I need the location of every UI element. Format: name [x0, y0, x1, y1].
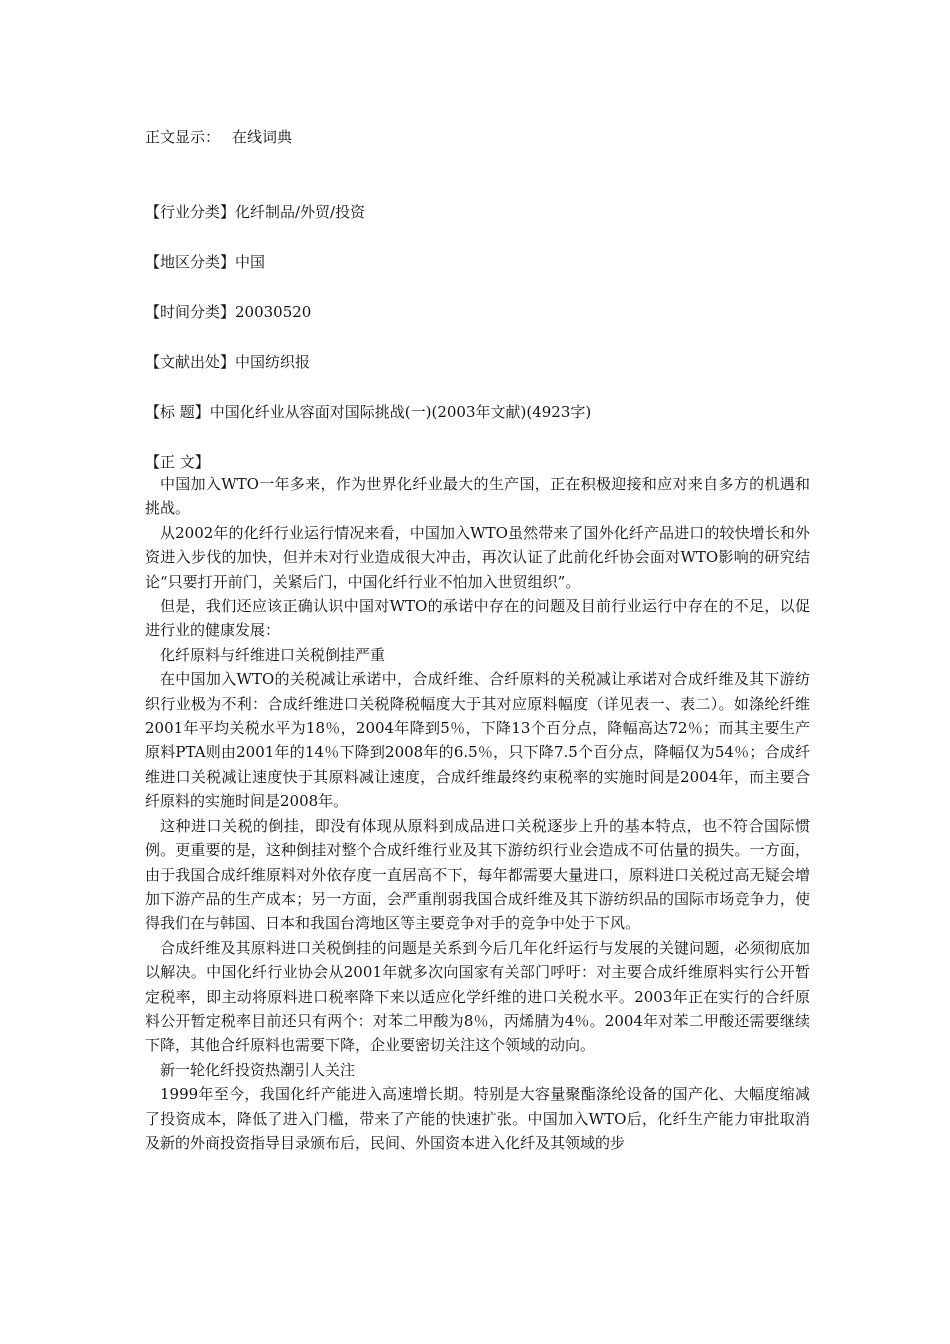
- paragraph: 在中国加入WTO的关税减让承诺中，合成纤维、合纤原料的关税减让承诺对合成纤维及其下游纺织行业极为不利：合成纤维进口关税降税幅度大于其对应原料幅度（详见表一、表二）。如涤纶纤维2001年平均关税水平为18％，2004年降到5％，下降13个百分点，降幅高达72％；而其主要生产原料PTA则由2001年的14％下降到2008年的6.5％，只下降7.5个百分点，降幅仅为54％；合成纤维进口关税减让速度快于其原料减让速度，合成纤维最终约束税率的实施时间是2004年，而主要合纤原料的实施时间是2008年。: [145, 670, 810, 811]
- document-title: 【标 题】中国化纤业从容面对国际挑战(一)(2003年文献)(4923字): [145, 403, 592, 421]
- display-mode-line: [145, 127, 292, 147]
- document-source: 【文献出处】中国纺织报: [145, 353, 311, 371]
- paragraph: 但是，我们还应该正确认识中国对WTO的承诺中存在的问题及目前行业运行中存在的不足，以促进行业的健康发展：: [145, 597, 810, 640]
- paragraph: 1999年至今，我国化纤产能进入高速增长期。特别是大容量聚酯涤纶设备的国产化、大幅度缩减了投资成本，降低了进入门槛，带来了产能的快速扩张。中国加入WTO后，化纤生产能力审批取消及新的外商投资指导目录颁布后，民间、外国资本进入化纤及其领域的步: [145, 1085, 810, 1152]
- region-category: 【地区分类】中国: [145, 253, 266, 271]
- paragraph: 这种进口关税的倒挂，即没有体现从原料到成品进口关税逐步上升的基本特点，也不符合国际惯例。更重要的是，这种倒挂对整个合成纤维行业及其下游纺织行业会造成不可估量的损失。一方面，由于我国合成纤维原料对外依存度一直居高不下，每年都需要大量进口，原料进口关税过高无疑会增加下游产品的生产成本；另一方面，会严重削弱我国合成纤维及其下游纺织品的国际市场竞争力，使得我们在与韩国、日本和我国台湾地区等主要竞争对手的竞争中处于下风。: [145, 816, 810, 933]
- industry-category: 【行业分类】化纤制品/外贸/投资: [145, 203, 366, 221]
- section-heading: 新一轮化纤投资热潮引人关注: [160, 1060, 356, 1079]
- display-mode-label: 正文显示：: [145, 128, 221, 146]
- paragraph: 从2002年的化纤行业运行情况来看，中国加入WTO虽然带来了国外化纤产品进口的较快增长和外资进入步伐的加快，但并未对行业造成很大冲击，再次认证了此前化纤协会面对WTO影响的研究结论“只要打开前门，关紧后门，中国化纤行业不怕加入世贸组织”。: [145, 523, 810, 591]
- time-category: 【时间分类】20030520: [145, 303, 312, 321]
- online-dictionary-link[interactable]: 在线词典: [232, 128, 293, 146]
- article-body: [145, 472, 810, 1155]
- body-label: 【正 文】: [145, 453, 210, 471]
- section-heading: 化纤原料与纤维进口关税倒挂严重: [160, 645, 386, 664]
- paragraph: 中国加入WTO一年多来，作为世界化纤业最大的生产国，正在积极迎接和应对来自多方的机遇和挑战。: [145, 475, 810, 518]
- paragraph: 合成纤维及其原料进口关税倒挂的问题是关系到今后几年化纤运行与发展的关键问题，必须彻底加以解决。中国化纤行业协会从2001年就多次向国家有关部门呼吁：对主要合成纤维原料实行公开暂定税率，即主动将原料进口税率降下来以适应化学纤维的进口关税水平。2003年正在实行的合纤原料公开暂定税率目前还只有两个：对苯二甲酸为8％，丙烯腈为4％。2004年对苯二甲酸还需要继续下降，其他合纤原料也需要下降，企业要密切关注这个领域的动向。: [145, 938, 810, 1055]
